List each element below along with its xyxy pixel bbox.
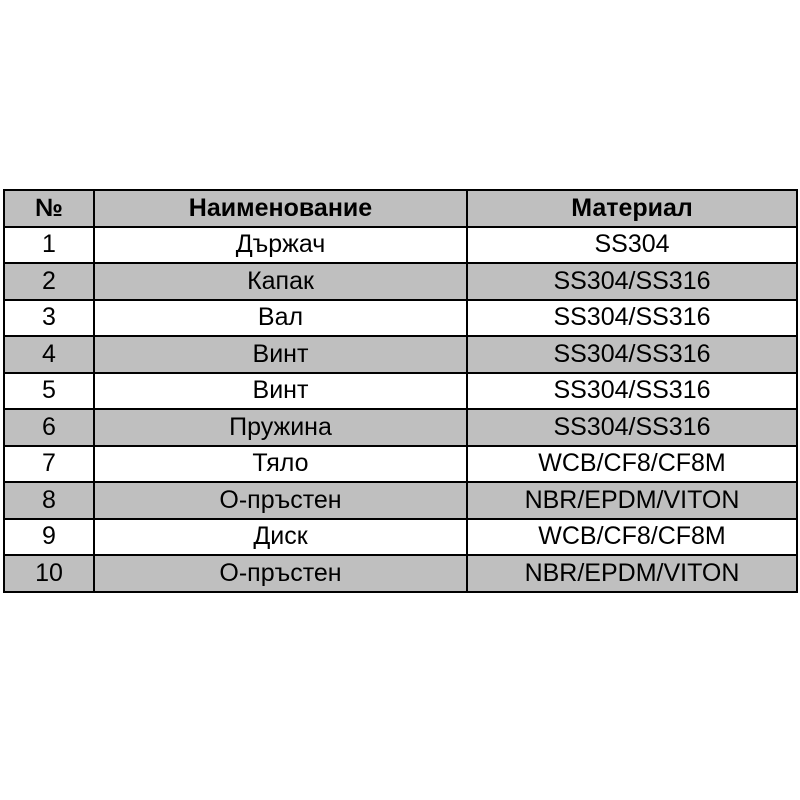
- table-row: [4, 263, 797, 300]
- row-number: 9: [4, 519, 94, 556]
- row-number: 5: [4, 373, 94, 410]
- row-material: SS304/SS316: [467, 409, 797, 446]
- row-name: Пружина: [94, 409, 467, 446]
- table-row: [4, 300, 797, 337]
- row-number: 3: [4, 300, 94, 337]
- row-number: 7: [4, 446, 94, 483]
- row-material: WCB/CF8/CF8M: [467, 446, 797, 483]
- row-name: О-пръстен: [94, 482, 467, 519]
- row-material: SS304/SS316: [467, 263, 797, 300]
- table-row: [4, 336, 797, 373]
- row-number: 2: [4, 263, 94, 300]
- row-name: Тяло: [94, 446, 467, 483]
- row-material: SS304: [467, 227, 797, 264]
- row-name: Винт: [94, 336, 467, 373]
- parts-table: [3, 189, 798, 593]
- row-name: О-пръстен: [94, 555, 467, 592]
- row-material: SS304/SS316: [467, 373, 797, 410]
- row-material: SS304/SS316: [467, 336, 797, 373]
- row-material: SS304/SS316: [467, 300, 797, 337]
- row-number: 1: [4, 227, 94, 264]
- row-name: Капак: [94, 263, 467, 300]
- header-row: [4, 190, 797, 227]
- table-row: [4, 446, 797, 483]
- row-number: 4: [4, 336, 94, 373]
- table-row: [4, 555, 797, 592]
- row-name: Държач: [94, 227, 467, 264]
- row-name: Вал: [94, 300, 467, 337]
- table-row: [4, 519, 797, 556]
- header-name: Наименование: [94, 190, 467, 227]
- row-number: 6: [4, 409, 94, 446]
- table-row: [4, 227, 797, 264]
- header-number: №: [4, 190, 94, 227]
- table-row: [4, 409, 797, 446]
- row-number: 10: [4, 555, 94, 592]
- row-name: Винт: [94, 373, 467, 410]
- row-material: WCB/CF8/CF8M: [467, 519, 797, 556]
- header-material: Материал: [467, 190, 797, 227]
- row-number: 8: [4, 482, 94, 519]
- row-material: NBR/EPDM/VITON: [467, 482, 797, 519]
- table-row: [4, 482, 797, 519]
- table-row: [4, 373, 797, 410]
- row-material: NBR/EPDM/VITON: [467, 555, 797, 592]
- row-name: Диск: [94, 519, 467, 556]
